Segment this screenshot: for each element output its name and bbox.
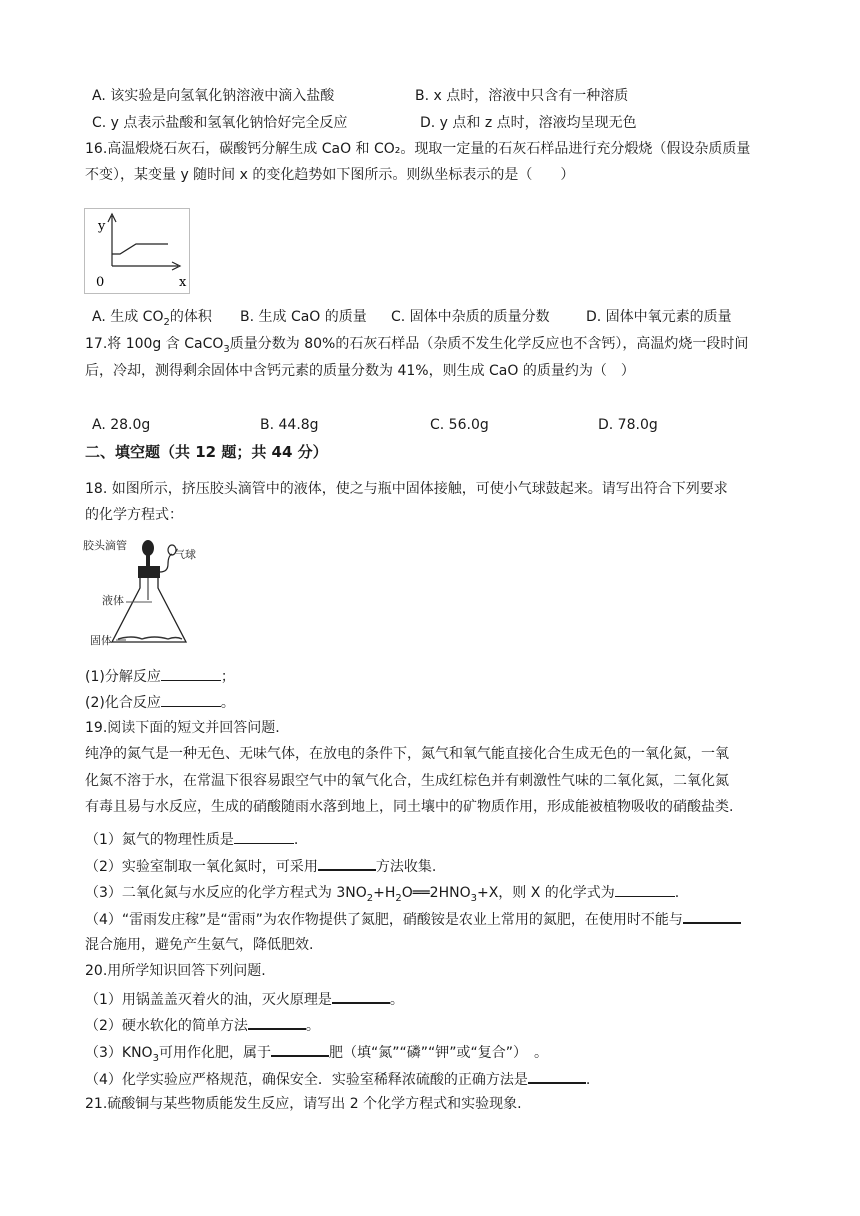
q20-sub4 [85,1068,590,1090]
q19-sub3-s1: 2 [366,892,374,904]
q18-sub2-blank[interactable] [161,692,221,707]
q19-sub2 [85,855,436,877]
q19-sub3-mid1: +H [373,885,396,901]
q18-sub1-pre: (1)分解反应 [85,669,161,685]
q16-option-a-pre: A. 生成 CO [92,309,164,325]
q16-option-c: C. 固体中杂质的质量分数 [391,309,550,325]
q20-sub2 [85,1014,320,1036]
dropper-neck [146,554,150,568]
dropper-bulb [142,540,154,556]
q20-sub3 [85,1041,548,1069]
q16-option-a-post: 的体积 [169,309,212,325]
q17-stem-sub: 3 [223,343,230,355]
q20-sub3-pre: （3）KNO [85,1045,153,1061]
q16-graph-svg [84,208,190,294]
q17-option-b: B. 44.8g [260,417,319,433]
q19-sub3 [85,882,679,909]
q18-sub1-post: ； [220,669,235,685]
q19-sub4-line2: 混合施用，避免产生氨气，降低肥效. [85,937,314,953]
q19-passage-line2: 化氮不溶于水，在常温下很容易跟空气中的氧气化合，生成红棕色并有刺激性气味的二氧化氮，二氧化氮 [85,773,729,789]
q19-passage-line3: 有毒且易与水反应，生成的硝酸随雨水落到地上，同土壤中的矿物质作用，形成能被植物吸收的硝酸盐类. [85,799,734,815]
liquid-label: 液体 [102,594,124,607]
q19-sub3-mid2: O══2HNO [401,885,471,901]
q20-sub4-blank[interactable] [528,1068,586,1084]
q18-sub1 [85,666,235,687]
q17-stem-line2: 后，冷却，测得剩余固体中含钙元素的质量分数为 41%，则生成 CaO 的质量约为（ ） [85,363,635,379]
q20-sub4-pre: （4）化学实验应严格规范，确保安全．实验室稀释浓硫酸的正确方法是 [85,1072,528,1088]
q16-stem-line1: 16.高温煅烧石灰石，碳酸钙分解生成 CaO 和 CO₂。现取一定量的石灰石样品进行充分煅烧（假设杂质质量 [85,141,751,157]
q16-stem-line2: 不变），某变量 y 随时间 x 的变化趋势如下图所示。则纵坐标表示的是（ ） [85,167,575,183]
solid-layer [118,637,182,639]
q19-sub1 [85,829,298,850]
q18-sub1-blank[interactable] [161,666,221,681]
stopper [138,566,160,578]
q17-stem-line1 [85,334,748,360]
q19-sub1-blank[interactable] [234,829,294,844]
balloon-tube [160,554,172,572]
q19-sub3-s3: 3 [470,892,477,904]
q18-flask-svg [82,536,212,652]
q20-sub3-post: 肥（填“氮”“磷”“钾”或“复合”） 。 [328,1045,548,1061]
q20-sub1-blank[interactable] [332,988,390,1004]
q16-option-b: B. 生成 CaO 的质量 [240,309,367,325]
q20-sub3-mid: 可用作化肥，属于 [158,1045,271,1061]
q19-sub4-blank[interactable] [683,908,741,924]
q20-sub2-pre: （2）硬水软化的简单方法 [85,1018,248,1034]
q19-sub3-pre: （3）二氧化氮与水反应的化学方程式为 3NO [85,885,367,901]
q18-sub2-pre: (2)化合反应 [85,695,161,711]
q15-option-b: B. x 点时，溶液中只含有一种溶质 [415,88,629,104]
section-2-heading: 二、填空题（共 12 题；共 44 分） [85,443,328,461]
q19-sub4-pre: （4）“雷雨发庄稼”是“雷雨”为农作物提供了氮肥，硝酸铵是农业上常用的氮肥，在使用时不能与 [85,912,683,928]
solid-label: 固体 [90,634,112,647]
q17-option-a: A. 28.0g [92,417,151,433]
q19-stem: 19.阅读下面的短文并回答问题. [85,720,280,736]
conical-flask [112,578,186,642]
q18-flask-figure [82,536,212,652]
q19-sub4 [85,908,741,930]
balloon-label: 气球 [174,548,196,561]
q19-sub1-pre: （1）氮气的物理性质是 [85,832,234,848]
dropper-label: 胶头滴管 [83,539,127,552]
q20-sub3-sub: 3 [152,1052,159,1064]
q16-option-a-sub: 2 [163,316,170,328]
q20-sub4-post: . [585,1072,591,1088]
q19-sub3-blank[interactable] [615,882,675,897]
q17-option-d: D. 78.0g [598,417,658,433]
q20-sub1-post: 。 [389,992,404,1008]
q19-sub3-s2: 2 [395,892,402,904]
q19-sub3-post: . [674,885,680,901]
q18-sub2 [85,692,235,713]
q16-option-a [92,307,212,333]
q19-passage-line1: 纯净的氮气是一种无色、无味气体，在放电的条件下，氮气和氧气能直接化合生成无色的一氧化氮，一氧 [85,746,729,762]
q20-sub2-blank[interactable] [248,1014,306,1030]
q20-sub2-post: 。 [305,1018,320,1034]
q17-stem-pre: 17.将 100g 含 CaCO [85,336,224,352]
q15-option-a: A. 该实验是向氢氧化钠溶液中滴入盐酸 [92,88,335,104]
q17-stem-post: 质量分数为 80%的石灰石样品（杂质不发生化学反应也不含钙），高温灼烧一段时间 [229,336,749,352]
q17-option-c: C. 56.0g [430,417,489,433]
q19-sub2-post: 方法收集. [375,859,437,875]
origin-label: 0 [96,275,105,290]
q16-option-d: D. 固体中氧元素的质量 [586,309,732,325]
q19-sub2-blank[interactable] [318,855,376,871]
trend-line [112,244,168,254]
q19-sub1-post: . [293,832,299,848]
y-axis-label: y [98,219,106,234]
q18-sub2-post: 。 [220,695,235,711]
q20-stem: 20.用所学知识回答下列问题. [85,963,266,979]
q15-option-c: C. y 点表示盐酸和氢氧化钠恰好完全反应 [92,115,348,131]
q18-stem-line2: 的化学方程式： [85,507,183,523]
q19-sub3-mid3: +X，则 X 的化学式为 [476,885,615,901]
x-axis-label: x [179,275,187,290]
q20-sub1-pre: （1）用锅盖盖灭着火的油，灭火原理是 [85,992,332,1008]
q18-stem-line1: 18. 如图所示，挤压胶头滴管中的液体，使之与瓶中固体接触，可使小气球鼓起来。请写出符合下列要求 [85,481,728,497]
q20-sub1 [85,988,404,1010]
q19-sub2-pre: （2）实验室制取一氧化氮时，可采用 [85,859,318,875]
q21-stem: 21.硫酸铜与某些物质能发生反应，请写出 2 个化学方程式和实验现象. [85,1096,522,1112]
q20-sub3-blank[interactable] [271,1041,329,1057]
q15-option-d: D. y 点和 z 点时，溶液均呈现无色 [420,115,637,131]
q16-graph [84,208,190,294]
